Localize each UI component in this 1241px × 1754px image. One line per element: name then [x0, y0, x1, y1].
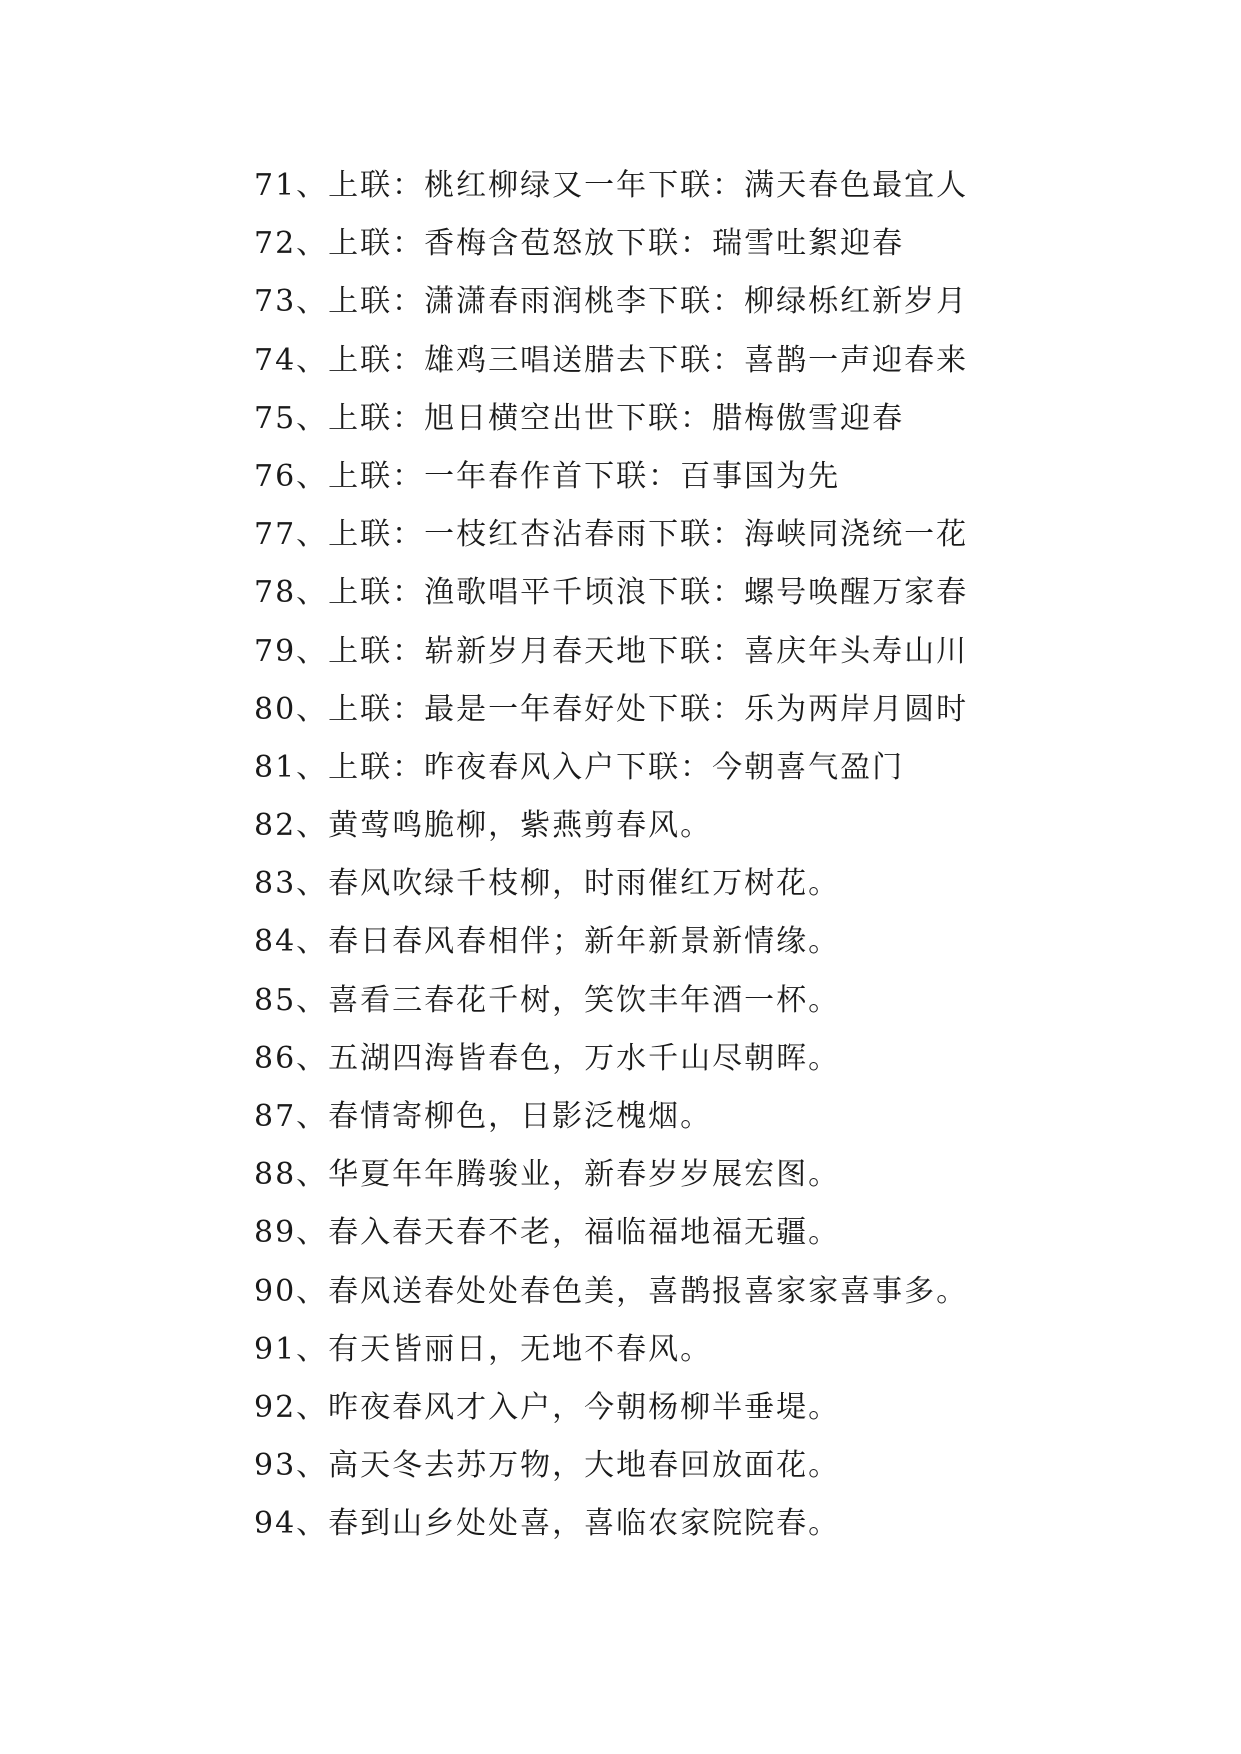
- couplet-line: 71、上联：桃红柳绿又一年下联：满天春色最宜人: [254, 168, 969, 203]
- couplet-line: 94、春到山乡处处喜，喜临农家院院春。: [254, 1506, 841, 1542]
- couplet-line: 93、高天冬去苏万物，大地春回放面花。: [254, 1448, 841, 1484]
- couplet-line: 89、春入春天春不老，福临福地福无疆。: [254, 1215, 841, 1251]
- couplet-line: 76、上联：一年春作首下联：百事国为先: [254, 458, 841, 494]
- couplet-line: 74、上联：雄鸡三唱送腊去下联：喜鹊一声迎春来: [254, 342, 969, 378]
- couplet-line: 88、华夏年年腾骏业，新春岁岁展宏图。: [254, 1157, 841, 1193]
- couplet-line: 78、上联：渔歌唱平千顷浪下联：螺号唤醒万家春: [254, 575, 969, 611]
- couplet-line: 82、黄莺鸣脆柳，紫燕剪春风。: [254, 808, 713, 844]
- couplet-line: 77、上联：一枝红杏沾春雨下联：海峡同浇统一花: [254, 517, 969, 553]
- couplet-line: 85、喜看三春花千树，笑饮丰年酒一杯。: [254, 982, 841, 1018]
- couplet-line: 86、五湖四海皆春色，万水千山尽朝晖。: [254, 1040, 841, 1076]
- couplet-line: 90、春风送春处处春色美，喜鹊报喜家家喜事多。: [254, 1273, 969, 1309]
- couplet-line: 83、春风吹绿千枝柳，时雨催红万树花。: [254, 866, 841, 902]
- couplet-line: 73、上联：潇潇春雨润桃李下联：柳绿栎红新岁月: [254, 284, 969, 320]
- couplet-list: [254, 157, 1214, 1554]
- couplet-line: 72、上联：香梅含苞怒放下联：瑞雪吐絮迎春: [254, 226, 905, 262]
- couplet-line: 79、上联：崭新岁月春天地下联：喜庆年头寿山川: [254, 633, 969, 669]
- couplet-line: 87、春情寄柳色，日影泛槐烟。: [254, 1099, 713, 1134]
- couplet-line: 75、上联：旭日横空出世下联：腊梅傲雪迎春: [254, 400, 905, 436]
- couplet-line: 81、上联：昨夜春风入户下联：今朝喜气盈门: [254, 749, 905, 785]
- couplet-line: 92、昨夜春风才入户，今朝杨柳半垂堤。: [254, 1389, 841, 1425]
- couplet-line: 91、有天皆丽日，无地不春风。: [254, 1331, 713, 1367]
- couplet-line: 84、春日春风春相伴；新年新景新情缘。: [254, 924, 841, 960]
- couplet-line: 80、上联：最是一年春好处下联：乐为两岸月圆时: [254, 691, 969, 727]
